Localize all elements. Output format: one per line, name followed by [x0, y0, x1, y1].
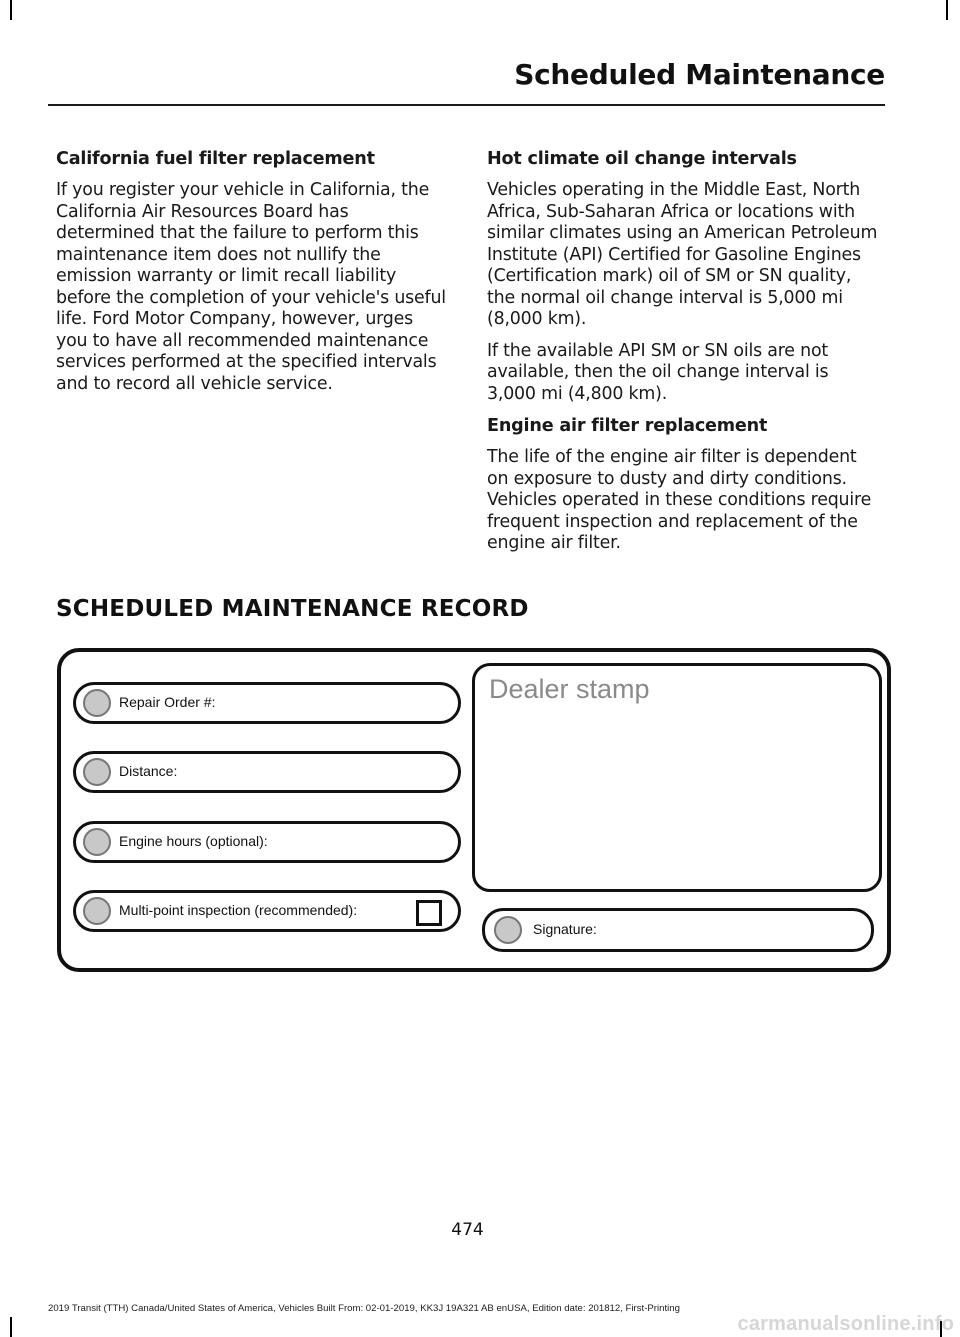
maintenance-record-card: [57, 648, 891, 972]
distance-field[interactable]: [73, 751, 461, 793]
crop-mark-bottom-left: [10, 1317, 12, 1337]
page-title: Scheduled Maintenance: [514, 58, 885, 91]
hot-climate-heading: Hot climate oil change intervals: [487, 149, 797, 169]
hot-climate-paragraph: Vehicles operating in the Middle East, North Africa, Sub-Saharan Africa or locations with similar climates using an American Petroleum Institute (API) Certified for Gasoline Engines (Certification mark) oil of SM or SN quality, the normal oil change interval is 5,000 mi (8,000 km).: [487, 180, 878, 329]
fuel-filter-paragraph: If you register your vehicle in California, the California Air Resources Board has determined that the failure to perform this maintenance item does not nullify the emission warranty or limit recall liability before the completion of your vehicle's useful life. Ford Motor Company, however, urges you to have all recommended maintenance services performed at the specified intervals and to record all vehicle service.: [56, 180, 446, 394]
record-dot-icon: [83, 689, 111, 717]
signature-label: Signature:: [533, 921, 597, 937]
left-column: [56, 148, 448, 405]
air-filter-heading: Engine air filter replacement: [487, 416, 768, 436]
air-filter-paragraph: The life of the engine air filter is dependent on exposure to dusty and dirty conditions. Vehicles operated in these conditions require frequent inspection and replacement of the engine air filter.: [487, 447, 872, 553]
record-dot-icon: [494, 916, 522, 944]
record-dot-icon: [83, 897, 111, 925]
page-number: 474: [451, 1220, 484, 1240]
dealer-stamp-label: Dealer stamp: [489, 674, 650, 704]
record-dot-icon: [83, 828, 111, 856]
inspection-checkbox[interactable]: [416, 900, 442, 926]
fuel-filter-heading: California fuel filter replacement: [56, 149, 375, 169]
multi-point-inspection-label: Multi-point inspection (recommended):: [119, 902, 358, 918]
right-column: [487, 148, 882, 565]
watermark: carmanualsonline.info: [737, 1313, 954, 1335]
engine-hours-field[interactable]: [73, 821, 461, 863]
multi-point-inspection-field[interactable]: [73, 890, 461, 932]
maintenance-record-heading: SCHEDULED MAINTENANCE RECORD: [56, 596, 529, 622]
header-divider: [48, 104, 885, 106]
crop-mark-top-left: [10, 0, 12, 20]
engine-hours-label: Engine hours (optional):: [119, 833, 268, 849]
repair-order-label: Repair Order #:: [119, 694, 216, 710]
signature-field[interactable]: [482, 908, 874, 952]
record-dot-icon: [83, 758, 111, 786]
repair-order-field[interactable]: [73, 682, 461, 724]
dealer-stamp-box[interactable]: [472, 663, 882, 892]
crop-mark-top-right: [946, 0, 948, 20]
edition-footer: 2019 Transit (TTH) Canada/United States of America, Vehicles Built From: 02-01-2019, KK3J 19A321 AB enUSA, Edition date: 201812, First-Printing: [48, 1303, 680, 1314]
distance-label: Distance:: [119, 763, 178, 779]
api-oil-paragraph: If the available API SM or SN oils are not available, then the oil change interval is 3,000 mi (4,800 km).: [487, 340, 829, 404]
